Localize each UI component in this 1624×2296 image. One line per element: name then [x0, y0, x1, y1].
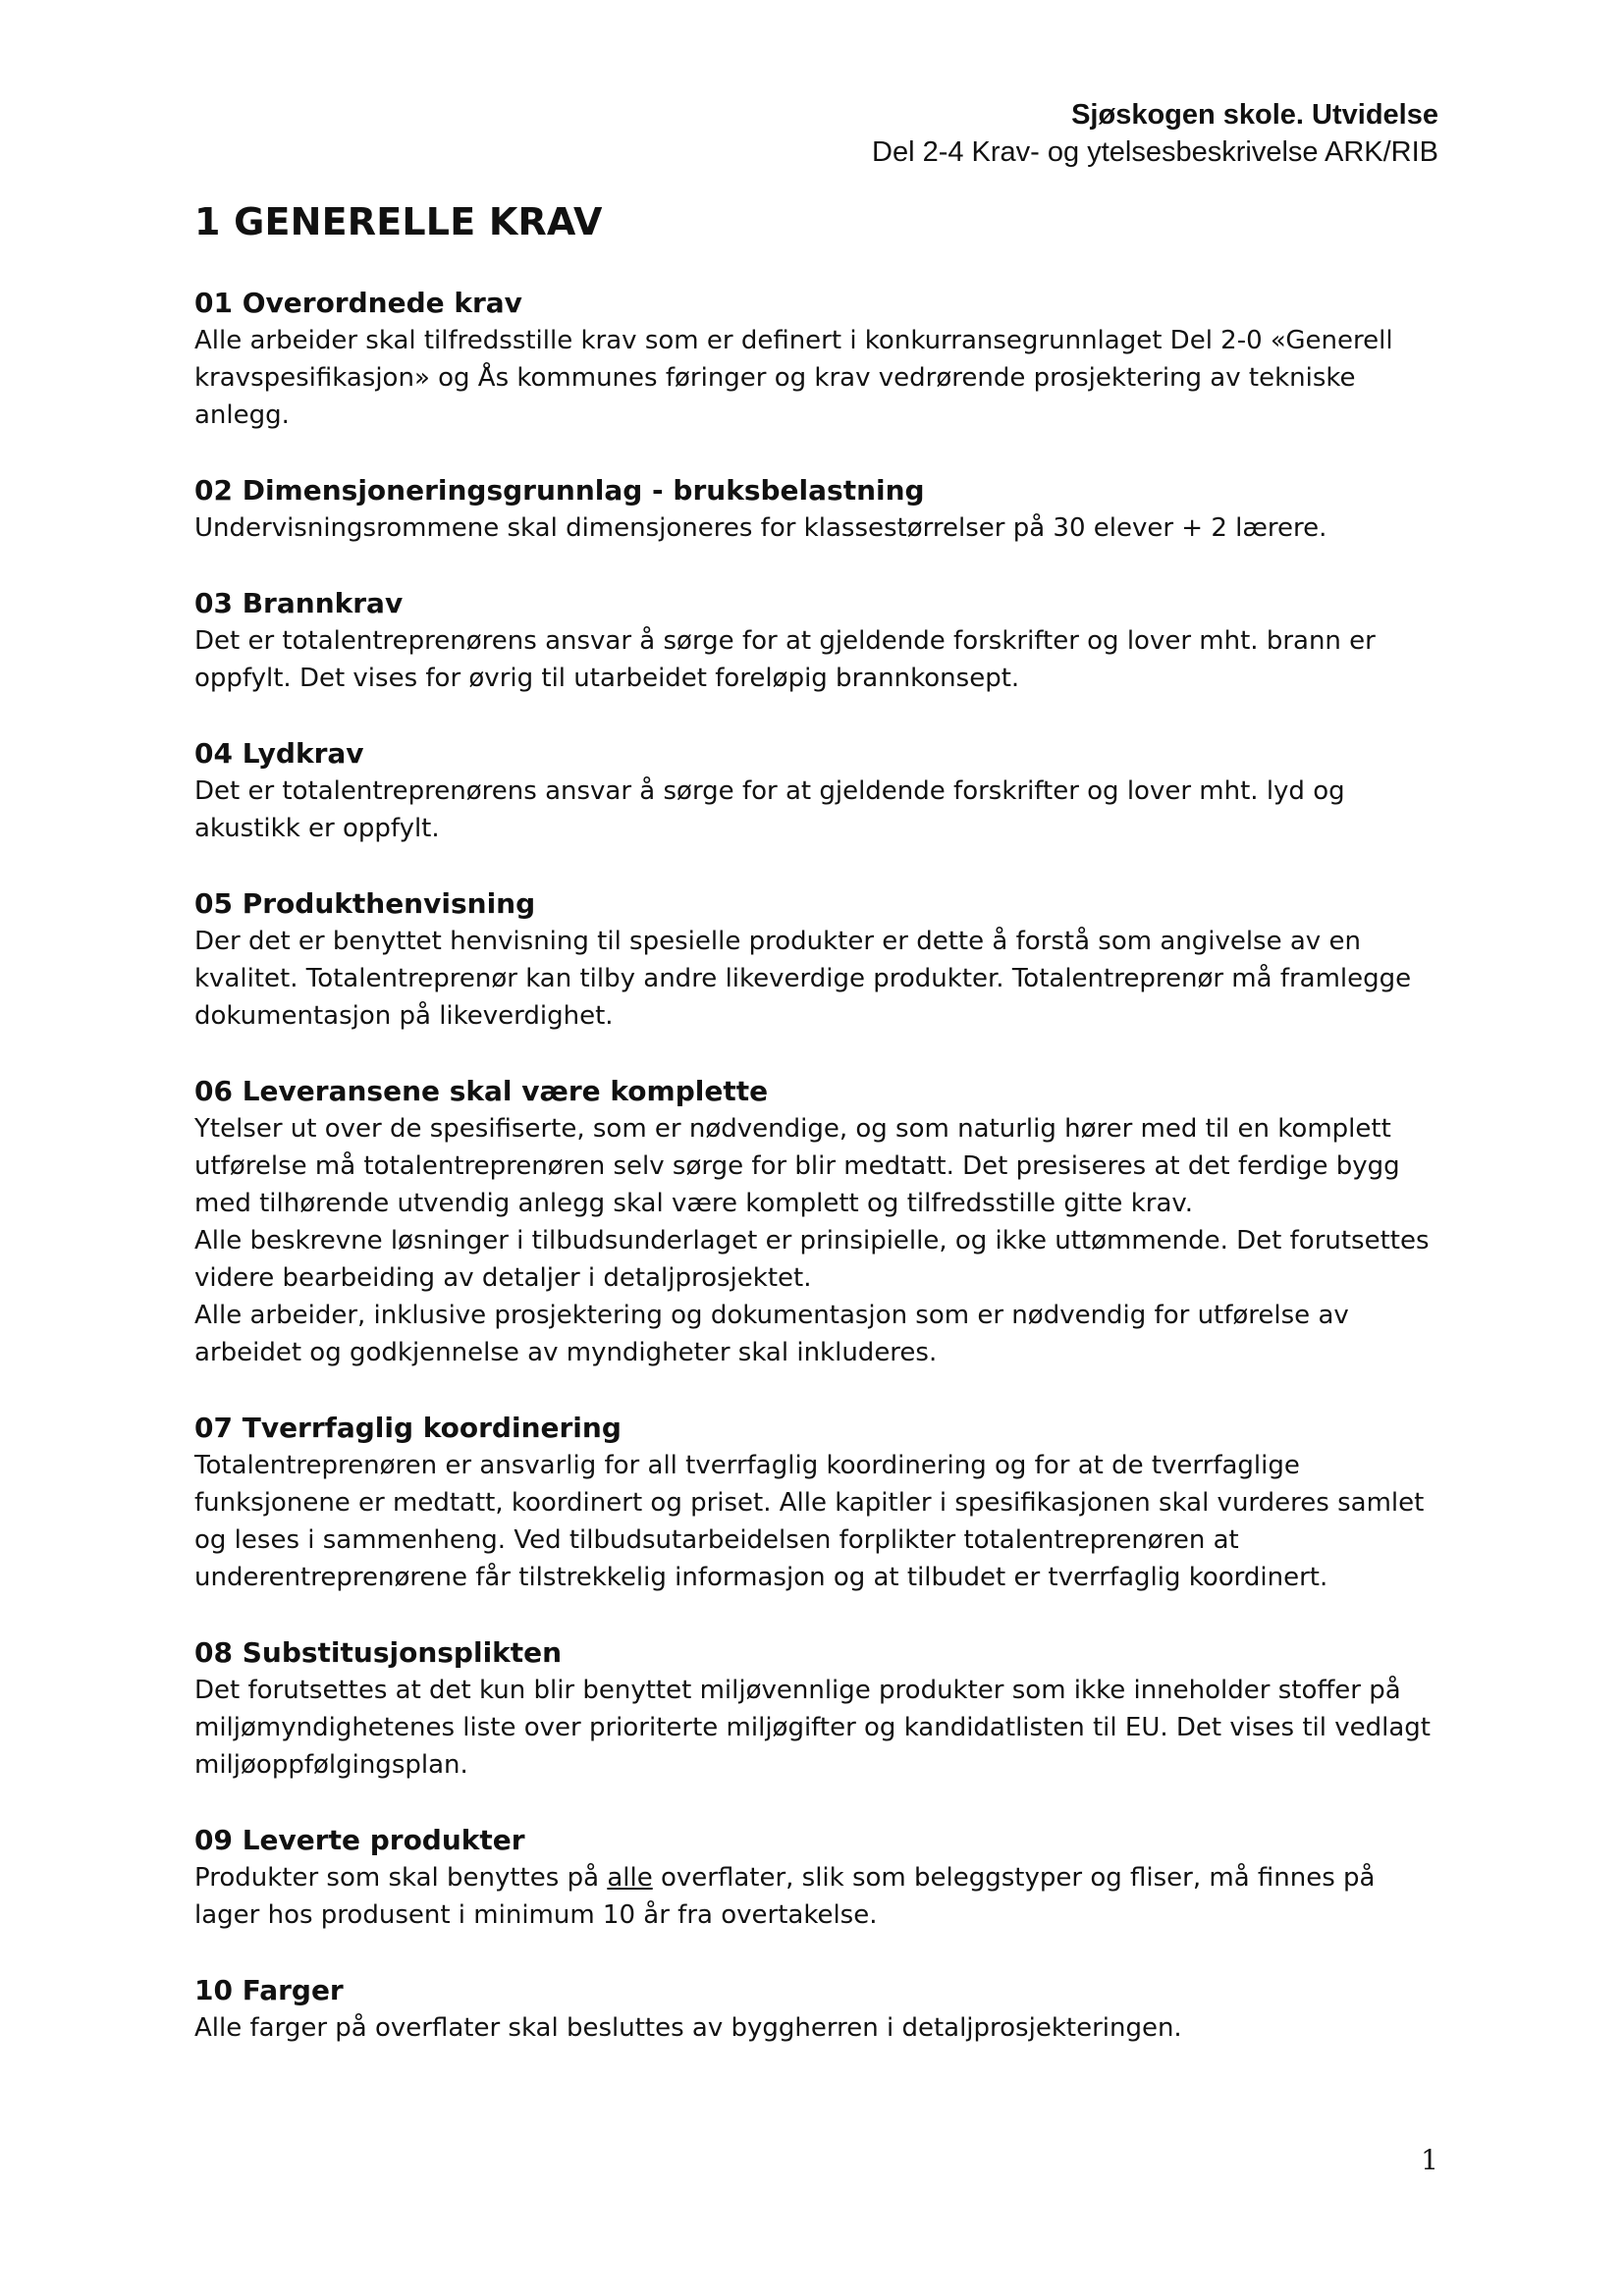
page-header: [872, 96, 1438, 171]
section-08: [194, 1634, 1441, 1784]
section-07: [194, 1410, 1441, 1596]
document-subtitle: Del 2-4 Krav- og ytelsesbeskrivelse ARK/RIB: [872, 136, 1438, 168]
section-body: Ytelser ut over de spesifiserte, som er nødvendige, og som naturlig hører med til en komplett utførelse må totalentreprenøren selv sørge for blir medtatt. Det presiseres at det ferdige bygg med tilhørende utvendig anlegg skal være komplett og tilfredsstille gitte krav. Alle beskrevne løsninger i tilbudsunderlaget er prinsipielle, og ikke uttømmende. Det forutsettes videre bearbeiding av detaljer i detaljprosjektet. Alle arbeider, inklusive prosjektering og dokumentasjon som er nødvendig for utførelse av arbeidet og godkjennelse av myndigheter skal inkluderes.: [194, 1114, 1430, 1367]
requirements-sections: [194, 285, 1441, 2085]
section-01: [194, 285, 1441, 434]
section-heading: 02 Dimensjoneringsgrunnlag - bruksbelastning: [194, 474, 925, 507]
section-03: [194, 585, 1441, 697]
section-04: [194, 735, 1441, 847]
section-06: [194, 1073, 1441, 1371]
section-heading: 01 Overordnede krav: [194, 287, 522, 319]
section-heading: 04 Lydkrav: [194, 737, 364, 770]
section-heading: 08 Substitusjonsplikten: [194, 1636, 563, 1669]
section-heading: 03 Brannkrav: [194, 587, 404, 619]
section-body: Der det er benyttet henvisning til spesielle produkter er dette å forstå som angivelse av en kvalitet. Totalentreprenør kan tilby andre likeverdige produkter. Totalentreprenør må framlegge dokumentasjon på likeverdighet.: [194, 927, 1412, 1031]
section-heading: 06 Leveransene skal være komplette: [194, 1075, 769, 1107]
section-10: [194, 1972, 1441, 2047]
section-body: Det er totalentreprenørens ansvar å sørge for at gjeldende forskrifter og lover mht. lyd og akustikk er oppfylt.: [194, 776, 1345, 843]
underlined-word: alle: [607, 1863, 653, 1893]
section-body: Alle farger på overflater skal besluttes av byggherren i detaljprosjekteringen.: [194, 2013, 1182, 2043]
section-05: [194, 885, 1441, 1035]
section-body: Totalentreprenøren er ansvarlig for all tverrfaglig koordinering og for at de tverrfaglige funksjonene er medtatt, koordinert og priset. Alle kapitler i spesifikasjonen skal vurderes samlet og leses i sammenheng. Ved tilbudsutarbeidelsen forplikter totalentreprenøren at underentreprenørene får tilstrekkelig informasjon og at tilbudet er tverrfaglig koordinert.: [194, 1451, 1425, 1592]
section-02: [194, 472, 1441, 547]
section-heading: 07 Tverrfaglig koordinering: [194, 1412, 622, 1444]
section-heading: 10 Farger: [194, 1974, 344, 2006]
section-body: Undervisningsrommene skal dimensjoneres for klassestørrelser på 30 elever + 2 lærere.: [194, 513, 1327, 543]
section-body: [194, 1859, 1441, 1934]
document-title: Sjøskogen skole. Utvidelse: [1071, 99, 1438, 131]
section-09: [194, 1822, 1441, 1934]
chapter-title: 1 GENERELLE KRAV: [194, 200, 603, 243]
body-text: Produkter som skal benyttes på: [194, 1863, 608, 1893]
page-number: 1: [1421, 2144, 1438, 2176]
section-body: Det er totalentreprenørens ansvar å sørge for at gjeldende forskrifter og lover mht. brann er oppfylt. Det vises for øvrig til utarbeidet foreløpig brannkonsept.: [194, 626, 1376, 693]
body-text: overflater, slik som beleggstyper og fliser, må finnes på lager hos produsent i minimum 10 år fra overtakelse.: [194, 1863, 1376, 1930]
section-heading: 05 Produkthenvisning: [194, 887, 536, 920]
section-body: Alle arbeider skal tilfredsstille krav som er definert i konkurransegrunnlaget Del 2-0 «Generell kravspesifikasjon» og Ås kommunes føringer og krav vedrørende prosjektering av tekniske anlegg.: [194, 326, 1393, 430]
section-heading: 09 Leverte produkter: [194, 1824, 525, 1856]
section-body: Det forutsettes at det kun blir benyttet miljøvennlige produkter som ikke inneholder stoffer på miljømyndighetenes liste over prioriterte miljøgifter og kandidatlisten til EU. Det vises til vedlagt miljøoppfølgingsplan.: [194, 1676, 1431, 1780]
